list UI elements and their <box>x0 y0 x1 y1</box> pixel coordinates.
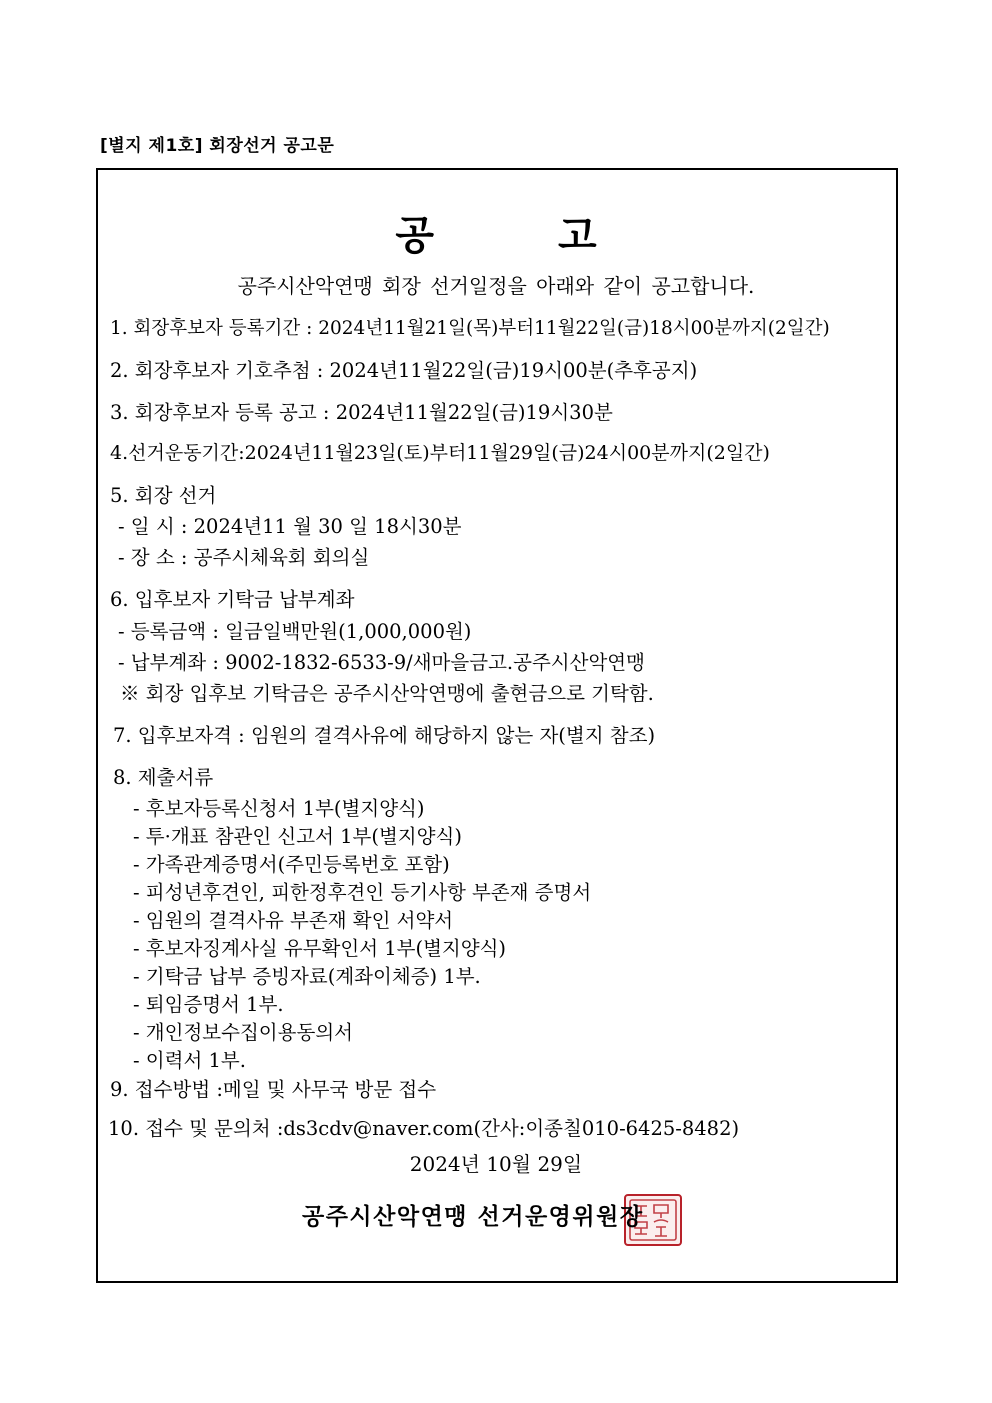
signature-line: 공주시산악연맹 선거운영위원장 <box>302 1203 644 1230</box>
notice-date: 2024년 10월 29일 <box>409 1152 583 1176</box>
item-eligibility: 7. 입후보자격 : 임원의 결격사유에 해당하지 않는 자(별지 참조) <box>113 724 656 747</box>
item-registration-period: 1. 회장후보자 등록기간 : 2024년11월21일(목)부터11월22일(금)18시00분까지(2일간) <box>110 318 830 339</box>
form-header-label: [별지 제1호] 회장선거 공고문 <box>100 136 335 156</box>
document-list-item: - 피성년후견인, 피한정후견인 등기사항 부존재 증명서 <box>133 881 592 904</box>
document-list-item: - 이력서 1부. <box>133 1049 246 1072</box>
item-registration-notice: 3. 회장후보자 등록 공고 : 2024년11월22일(금)19시30분 <box>110 401 613 424</box>
item-submission-method: 9. 접수방법 :메일 및 사무국 방문 접수 <box>110 1078 437 1101</box>
item-election-heading: 5. 회장 선거 <box>110 484 217 507</box>
document-list-item: - 임원의 결격사유 부존재 확인 서약서 <box>133 909 454 932</box>
item-campaign-period: 4.선거운동기간:2024년11월23일(토)부터11월29일(금)24시00분까지(2일간) <box>110 442 770 464</box>
item-number-draw: 2. 회장후보자 기호추첨 : 2024년11월22일(금)19시00분(추후공지) <box>110 359 698 382</box>
item-election-datetime: - 일 시 : 2024년11 월 30 일 18시30분 <box>118 515 462 538</box>
item-deposit-note: ※ 회장 입후보 기탁금은 공주시산악연맹에 출현금으로 기탁함. <box>120 682 654 705</box>
item-election-place: - 장 소 : 공주시체육회 회의실 <box>118 546 370 569</box>
item-deposit-account: - 납부계좌 : 9002-1832-6533-9/새마을금고.공주시산악연맹 <box>118 651 645 674</box>
document-list-item: - 후보자등록신청서 1부(별지양식) <box>133 797 425 820</box>
item-deposit-amount: - 등록금액 : 일금일백만원(1,000,000원) <box>118 620 472 643</box>
item-deposit-heading: 6. 입후보자 기탁금 납부계좌 <box>110 588 355 611</box>
notice-title: 공 고 <box>395 212 597 259</box>
item-documents-heading: 8. 제출서류 <box>113 766 214 789</box>
item-contact: 10. 접수 및 문의처 :ds3cdv@naver.com(간사:이종칠010-6425-8482) <box>108 1117 740 1140</box>
document-list-item: - 개인정보수집이용동의서 <box>133 1021 353 1044</box>
document-list-item: - 기탁금 납부 증빙자료(계좌이체증) 1부. <box>133 965 481 988</box>
document-list-item: - 퇴임증명서 1부. <box>133 993 284 1016</box>
notice-intro: 공주시산악연맹 회장 선거일정을 아래와 같이 공고합니다. <box>237 274 755 298</box>
document-list-item: - 후보자징계사실 유무확인서 1부(별지양식) <box>133 937 507 960</box>
document-list-item: - 가족관계증명서(주민등록번호 포함) <box>133 853 450 876</box>
document-list-item: - 투·개표 참관인 신고서 1부(별지양식) <box>133 825 462 848</box>
